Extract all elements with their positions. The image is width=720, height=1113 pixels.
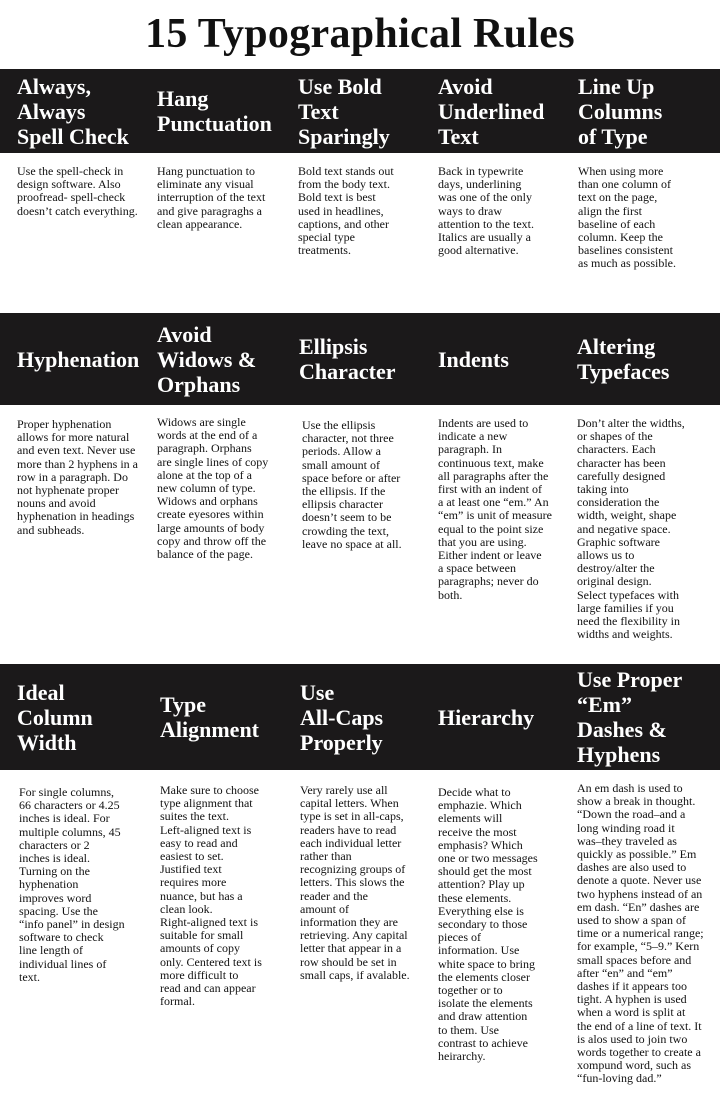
rule-body: An em dash is used to show a break in thought. “Down the road–and a long winding road it was–they traveled as quickly as possible.” Em dashes are also used to denote a quote. Never use two hyphens instead of an em dash. “En” dashes are used to show a span of time or a numerical range; for example, “5–9.” Kern small spaces before and after “en” and “em” dashes if it appears too tight. A hyphen is used when a word is split at the end of a line of text. It is alos used to join two words together to create a xompund word, such as “fun-loving dad.” xyxy=(577,781,704,1086)
rule-indents xyxy=(438,313,574,653)
rule-body: Indents are used to indicate a new paragraph. In continuous text, make all paragraphs after the first with an indent of a at least one “em.” An “em” is unit of measure equal to the point size that you are using. Either indent or leave a space between paragraphs; never do both. xyxy=(438,416,552,602)
rule-heading: Hierarchy xyxy=(438,704,535,730)
rule-heading: Type Alignment xyxy=(160,692,259,742)
rule-type-alignment xyxy=(160,664,294,1104)
rule-underlined-text xyxy=(438,69,570,299)
rule-ideal-column-width xyxy=(17,664,151,1104)
rule-widows-orphans xyxy=(157,313,293,653)
rule-row-1 xyxy=(0,69,720,299)
rule-heading: Ellipsis Character xyxy=(299,334,396,384)
rule-body: Hang punctuation to eliminate any visual interruption of the text and give paragraghs a clean appearance. xyxy=(157,164,266,231)
rule-altering-typefaces xyxy=(577,313,715,653)
rule-heading: Ideal Column Width xyxy=(17,679,93,755)
rule-body: Widows are single words at the end of a paragraph. Orphans are single lines of copy alone at the top of a new column of type. Widows and orphans create eyesores within large amounts of body copy and throw off the balance of the page. xyxy=(157,415,269,562)
rule-bold-text xyxy=(298,69,430,299)
rule-body: Use the spell-check in design software. Also proofread- spell-check doesn’t catch everything. xyxy=(17,164,138,218)
rule-body: Decide what to emphazie. Which elements will receive the most emphasis? Which one or two messages should get the most attention? Play up these elements. Everything else is secondary to those pieces of information. Use white space to bring the elements closer together or to isolate the elements and draw attention to them. Use contrast to achieve heirarchy. xyxy=(438,785,538,1064)
rule-row-2 xyxy=(0,313,720,653)
rule-always-spell-check xyxy=(17,69,149,299)
rule-body: Make sure to choose type alignment that suites the text. Left-aligned text is easy to read and easiest to set. Justified text requires more nuance, but has a clean look. Right-aligned text is suitable for small amounts of copy only. Centered text is more difficult to read and can appear formal. xyxy=(160,783,262,1009)
rule-hang-punctuation xyxy=(157,69,293,299)
rule-body: Don’t alter the widths, or shapes of the characters. Each character has been carefully designed taking into consideration the width, weight, shape and negative space. Graphic software allows us to destroy/alter the original design. Select typefaces with large families if you need the flexibility in widths and weights. xyxy=(577,416,685,642)
rule-body: Very rarely use all capital letters. When type is set in all-caps, readers have to read each individual letter rather than recognizing groups of letters. This slows the reader and the amount of information they are retrieving. Any capital letter that appear in a row should be set in small caps, if avalable. xyxy=(300,783,410,982)
rule-row-3 xyxy=(0,664,720,1104)
rule-heading: Use All-Caps Properly xyxy=(300,679,384,755)
rule-heading: Use Proper “Em” Dashes & Hyphens xyxy=(577,667,683,767)
rule-em-dashes-hyphens xyxy=(577,664,717,1104)
rule-heading: Use Bold Text Sparingly xyxy=(298,73,390,149)
rule-all-caps xyxy=(300,664,434,1104)
rule-ellipsis-character xyxy=(299,313,431,653)
rule-heading: Always, Always Spell Check xyxy=(17,73,129,149)
rule-body: Proper hyphenation allows for more natural and even text. Never use more than 2 hyphens in a row in a paragraph. Do not hyphenate proper nouns and avoid hyphenation in headings and subheads. xyxy=(17,417,138,537)
rule-heading: Hyphenation xyxy=(17,346,140,372)
rule-body: Bold text stands out from the body text. Bold text is best used in headlines, captions, and other special type treatments. xyxy=(298,164,394,258)
page-title: 15 Typographical Rules xyxy=(145,11,575,57)
rule-body: Use the ellipsis character, not three periods. Allow a small amount of space before or after the ellipsis. If the ellipsis character doesn’t seem to be crowding the text, leave no space at all. xyxy=(302,418,402,551)
rule-body: For single columns, 66 characters or 4.25 inches is ideal. For multiple columns, 45 characters or 2 inches is ideal. Turning on the hyphenation improves word spacing. Use the “info panel” in design software to check line length of individual lines of text. xyxy=(19,785,125,984)
rule-heading: Avoid Widows & Orphans xyxy=(157,321,257,397)
rule-hyphenation xyxy=(17,313,157,653)
rule-heading: Hang Punctuation xyxy=(157,86,272,136)
rule-body: Back in typewrite days, underlining was one of the only ways to draw attention to the text. Italics are usually a good alternative. xyxy=(438,164,534,258)
rule-heading: Indents xyxy=(438,346,509,372)
rule-body: When using more than one column of text on the page, align the first baseline of each column. Keep the baselines consistent as much as possible. xyxy=(578,164,676,271)
rule-heading: Avoid Underlined Text xyxy=(438,73,545,149)
rule-hierarchy xyxy=(438,664,572,1104)
rule-line-up-columns xyxy=(578,69,714,299)
rule-heading: Line Up Columns of Type xyxy=(578,73,663,149)
rule-heading: Altering Typefaces xyxy=(577,334,670,384)
